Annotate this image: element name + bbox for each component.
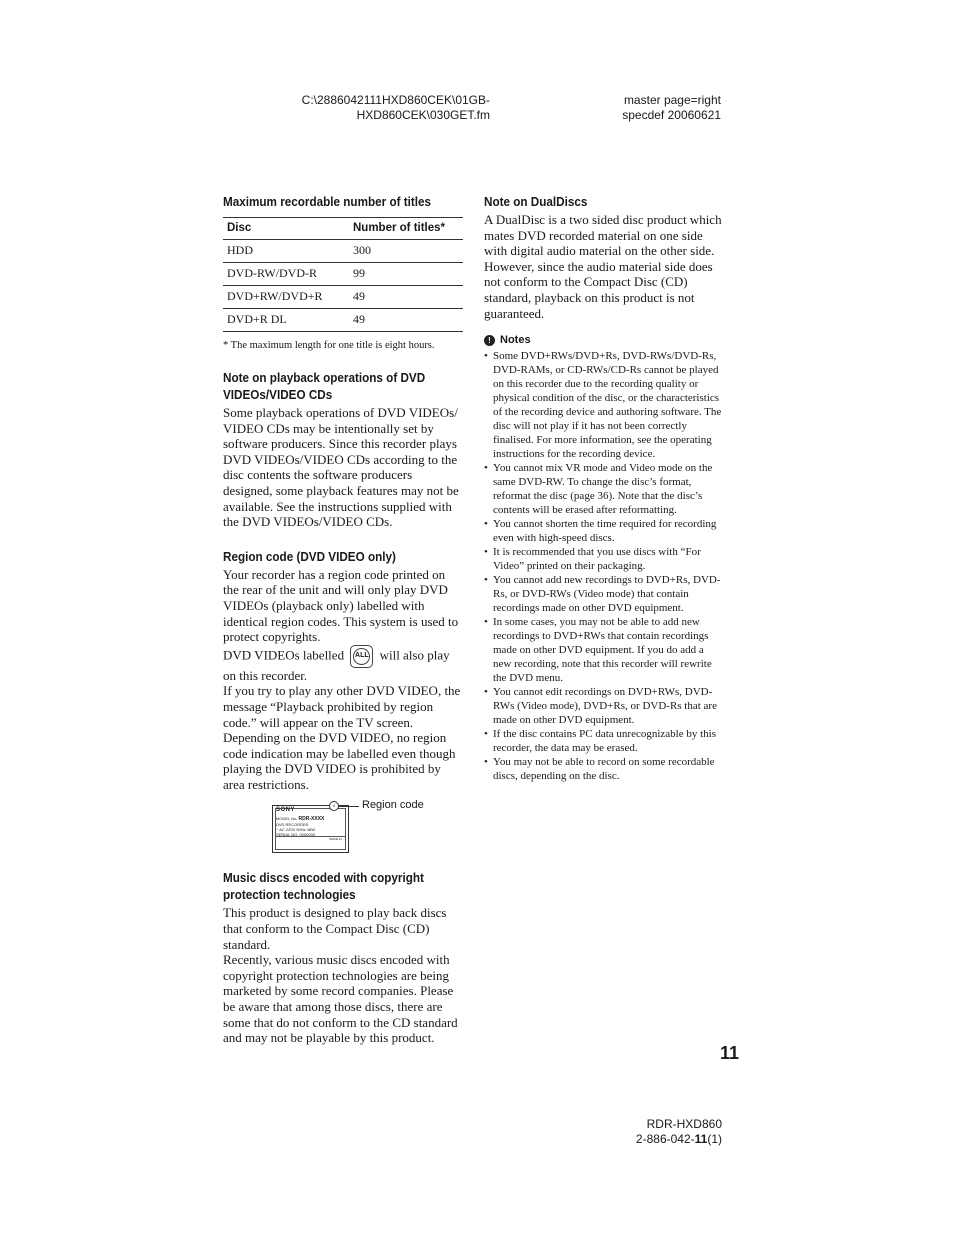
header-file-path bbox=[240, 93, 490, 123]
list-item: • You cannot add new recordings to DVD+Rs, DVD-Rs, or DVD-RWs (Video mode) that contain recordings made on other DVD equipment. bbox=[484, 573, 722, 615]
footer-code-prefix: 2-886-042- bbox=[635, 1132, 695, 1146]
list-item: • You cannot shorten the time required for recording even with high-speed discs. bbox=[484, 517, 722, 545]
notes-heading: Notes bbox=[500, 334, 531, 347]
region-code-callout-line bbox=[339, 806, 359, 807]
notes-list bbox=[484, 349, 722, 783]
list-item: • If the disc contains PC data unrecognizable by this recorder, the data may be erased. bbox=[484, 727, 722, 755]
music-discs-paragraph-2: Recently, various music discs encoded with copyright protection technologies are being marketed by some record companies. Please be aware that among those discs, there are some that do not conform to the CD standard and may not be playable by this product. bbox=[223, 952, 458, 1046]
region-code-paragraph-1: Your recorder has a region code printed on the rear of the unit and will only play DVD VIDEOs (playback only) labelled with identical region codes. This system is used to protect copyrights. bbox=[223, 566, 459, 645]
page-number: 11 bbox=[720, 1043, 740, 1063]
table-row bbox=[223, 240, 463, 263]
region-p2-before: DVD VIDEOs labelled bbox=[223, 647, 345, 663]
region-code-paragraph-3: If you try to play any other DVD VIDEO, the message “Playback prohibited by region code.” will appear on the TV screen. Depending on the DVD VIDEO, no region code indication may be labelled even though playing the DVD VIDEO is prohibited by area restrictions. bbox=[223, 683, 461, 792]
notes-heading-row bbox=[484, 334, 722, 346]
footer-code bbox=[560, 1132, 722, 1147]
footer bbox=[560, 1117, 722, 1147]
region-code-mark: X bbox=[329, 801, 339, 811]
list-item: • You cannot mix VR mode and Video mode on the same DVD-RW. To change the disc’s format, reformat the disc (page 36). Note that the disc’s contents will be erased after reformatting. bbox=[484, 461, 722, 517]
disc-cell: DVD-RW/DVD-R bbox=[223, 263, 349, 286]
table-header-row bbox=[223, 218, 463, 240]
dualdisc-body: A DualDisc is a two sided disc product which mates DVD recorded material on one side with digital audio material on the other side. However, since the audio material side does not conform to the Compact Disc (CD) standard, playback on this product is not guaranteed. bbox=[484, 212, 722, 321]
right-column bbox=[484, 193, 722, 783]
rear-label-desc-line-1: DVD RECORDER bbox=[276, 822, 309, 828]
header-master-line-2: specdef 20060621 bbox=[622, 108, 721, 122]
rear-label-desc-line-3: SERIAL NO. 0000000 bbox=[276, 832, 315, 838]
number-cell: 300 bbox=[349, 240, 463, 263]
list-item: • You may not be able to record on some recordable discs, depending on the disc. bbox=[484, 755, 722, 783]
footer-model: RDR-HXD860 bbox=[646, 1117, 722, 1131]
number-cell: 49 bbox=[349, 286, 463, 309]
region-code-paragraph-2 bbox=[223, 645, 463, 684]
disc-cell: DVD+RW/DVD+R bbox=[223, 286, 349, 309]
list-item: • You cannot edit recordings on DVD+RWs, DVD-RWs (Video mode), DVD+Rs, or DVD-Rs that are made on other DVD equipment. bbox=[484, 685, 722, 727]
max-titles-heading: Maximum recordable number of titles bbox=[223, 194, 432, 209]
region-p2-after: will also play on this recorder. bbox=[223, 647, 450, 683]
rear-label-description bbox=[276, 822, 324, 837]
rear-label-desc-line-2: ~ AC 220V 50Hz 48W bbox=[276, 827, 316, 833]
max-titles-table bbox=[223, 217, 463, 332]
caution-note-icon: ! bbox=[484, 335, 495, 346]
section-max-titles bbox=[223, 193, 463, 351]
playback-note-body: Some playback operations of DVD VIDEOs/ VIDEO CDs may be intentionally set by software producers. Since this recorder plays DVD VIDEOs/VIDEO CDs according to the disc contents the software producers designed, some playback features may not be available. See the instructions supplied with the DVD VIDEOs/VIDEO CDs. bbox=[223, 405, 459, 530]
header-master-line-1: master page=right bbox=[623, 93, 721, 107]
rear-label-model-value: RDR-XXXX bbox=[298, 816, 325, 823]
table-row bbox=[223, 309, 463, 332]
col-header-number: Number of titles* bbox=[349, 218, 463, 240]
disc-cell: DVD+R DL bbox=[223, 309, 349, 332]
header-master-page bbox=[560, 93, 721, 123]
number-cell: 49 bbox=[349, 309, 463, 332]
header-path-line-1: C:\2886042111HXD860CEK\01GB- bbox=[301, 93, 490, 107]
region-all-icon-text: ALL bbox=[355, 651, 369, 659]
footer-code-bold: 11 bbox=[694, 1132, 708, 1146]
rear-label-model-label: MODEL No. bbox=[276, 816, 298, 822]
region-all-icon bbox=[350, 645, 373, 668]
dualdisc-heading: Note on DualDiscs bbox=[484, 194, 588, 209]
section-music-discs bbox=[223, 869, 463, 1045]
section-notes bbox=[484, 334, 722, 783]
playback-note-heading: Note on playback operations of DVD VIDEOs/VIDEO CDs bbox=[223, 370, 426, 402]
rear-label-figure bbox=[223, 799, 463, 851]
region-code-heading: Region code (DVD VIDEO only) bbox=[223, 548, 396, 564]
region-code-callout-label: Region code bbox=[362, 799, 424, 812]
left-column bbox=[223, 193, 463, 1046]
number-cell: 99 bbox=[349, 263, 463, 286]
list-item: • In some cases, you may not be able to add new recordings to DVD+RWs that contain recordings made on other DVD equipment. If you do add a new recording, note that this recorder will rewrite the DVD menu. bbox=[484, 615, 722, 685]
section-dualdisc bbox=[484, 193, 722, 321]
table-row bbox=[223, 286, 463, 309]
max-titles-footnote: * The maximum length for one title is eight hours. bbox=[223, 340, 435, 351]
rear-label-illustration bbox=[272, 805, 349, 853]
col-header-disc: Disc bbox=[223, 218, 349, 240]
header-path-line-2: HXD860CEK\030GET.fm bbox=[356, 108, 490, 122]
disc-cell: HDD bbox=[223, 240, 349, 263]
section-playback-note bbox=[223, 369, 463, 530]
list-item: • It is recommended that you use discs with “For Video” printed on their packaging. bbox=[484, 545, 722, 573]
table-row bbox=[223, 263, 463, 286]
music-discs-paragraph-1: This product is designed to play back discs that conform to the Compact Disc (CD) standard. bbox=[223, 905, 447, 952]
section-region-code bbox=[223, 548, 463, 852]
footer-code-suffix: (1) bbox=[707, 1132, 722, 1146]
list-item: • Some DVD+RWs/DVD+Rs, DVD-RWs/DVD-Rs, DVD-RAMs, or CD-RWs/CD-Rs cannot be played on this recorder due to the recording quality or physical condition of the disc, or the characteristics of the recording device and authoring software. The disc will not play if it has not been correctly finalised. For more information, see the operating instructions for the recording device. bbox=[484, 349, 722, 461]
music-discs-heading: Music discs encoded with copyright protection technologies bbox=[223, 870, 424, 903]
rear-label-made-in: MADE IN ... bbox=[329, 837, 345, 842]
rear-label-brand: SONY bbox=[276, 807, 296, 814]
